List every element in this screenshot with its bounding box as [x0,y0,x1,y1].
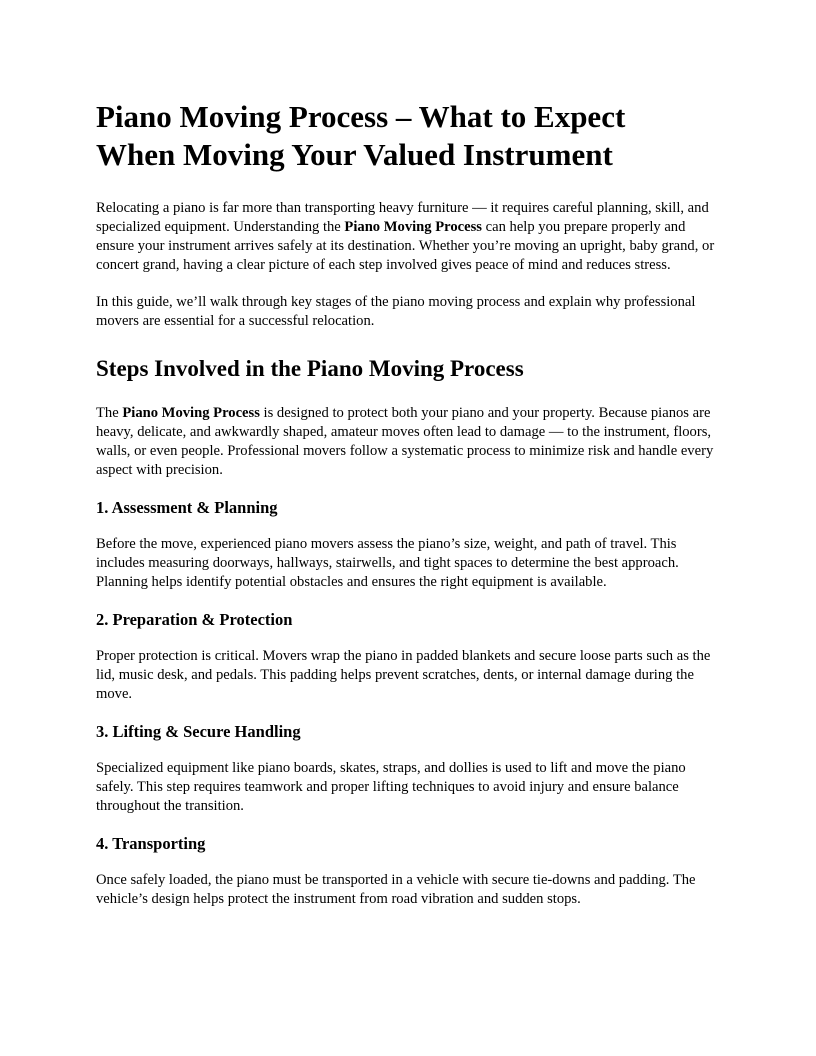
step-1-heading: 1. Assessment & Planning [96,498,278,517]
step-1-body: Before the move, experienced piano movers assess the piano’s size, weight, and path of travel. This includes measuring doorways, hallways, stairwells, and tight spaces to determine the best approach. Planning helps identify potential obstacles and ensures the right equipment is available. [96,536,679,590]
intro-paragraph-2: In this guide, we’ll walk through key stages of the piano moving process and explain why professional movers are essential for a successful relocation. [96,294,696,329]
step-2-heading: 2. Preparation & Protection [96,610,293,629]
steps-p-text-start: The [96,405,123,421]
steps-section-paragraph [96,404,720,480]
step-3-body: Specialized equipment like piano boards, skates, straps, and dollies is used to lift and move the piano safely. This step requires teamwork and proper lifting techniques to avoid injury and ensure balance throughout the transition. [96,760,686,814]
steps-p-keyword: Piano Moving Process [122,405,260,421]
steps-p-text-end: is designed to protect both your piano and your property. Because pianos are heavy, delicate, and awkwardly shaped, amateur moves often lead to damage — to the instrument, floors, walls, or even people. Professional movers follow a systematic process to minimize risk and handle every aspect with precision. [96,405,714,478]
step-2-body: Proper protection is critical. Movers wrap the piano in padded blankets and secure loose parts such as the lid, music desk, and pedals. This padding helps prevent scratches, dents, or internal damage during the move. [96,648,711,702]
intro-p1-text-end: can help you prepare properly and ensure your instrument arrives safely at its destination. Whether you’re moving an upright, baby grand, or concert grand, having a clear picture of each step involved gives peace of mind and reduces stress. [96,219,715,273]
intro-p1-keyword: Piano Moving Process [344,219,482,235]
intro-p1-text-start: Relocating a piano is far more than transporting heavy furniture — it requires careful planning, skill, and specialized equipment. Understanding the [96,200,709,235]
title-line-1: Piano Moving Process – What to Expect [96,99,626,134]
title-line-2: When Moving Your Valued Instrument [96,137,613,172]
intro-paragraph-1 [96,199,720,275]
step-4-body: Once safely loaded, the piano must be transported in a vehicle with secure tie-downs and padding. The vehicle’s design helps protect the instrument from road vibration and sudden stops. [96,872,696,907]
step-4-heading: 4. Transporting [96,834,206,853]
steps-section-heading: Steps Involved in the Piano Moving Process [96,356,524,381]
document-title [96,98,720,174]
step-3-heading: 3. Lifting & Secure Handling [96,722,301,741]
